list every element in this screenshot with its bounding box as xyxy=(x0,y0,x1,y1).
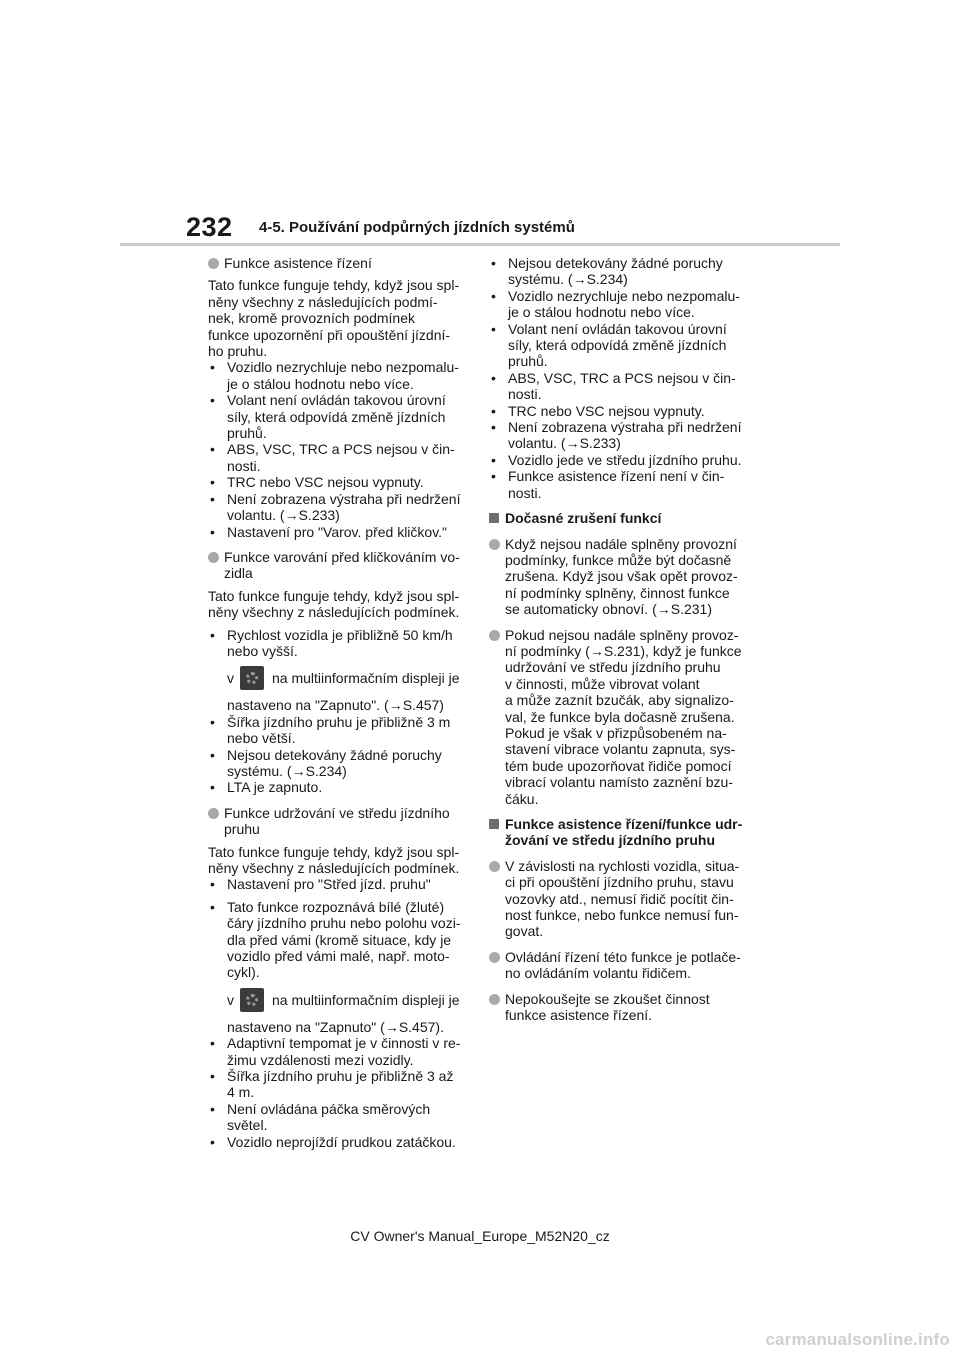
list-item-continuation: nastaveno na "Zapnuto". (→S.457) xyxy=(227,697,444,714)
list-item: • Nejsou detekovány žádné poruchy systému. (→S.234) xyxy=(208,747,470,780)
display-reference xyxy=(208,662,470,694)
note-text: V závislosti na rychlosti vozidla, situa- ci při opouštění jízdního pruhu, stavu vozovky atd., nemusí řidič pocítit čin- nost funkce, nebo funkce nemusí fun- govat. xyxy=(505,857,740,940)
heading-text: Funkce varování před kličkováním vo- zidla xyxy=(224,548,460,582)
list-item: • Není ovládána páčka směrových světel. xyxy=(208,1101,470,1134)
page-number: 232 xyxy=(186,212,233,242)
list-item: • Vozidlo nezrychluje nebo nezpomalu- je o stálou hodnotu nebo více. xyxy=(489,288,751,321)
list-item: • TRC nebo VSC nejsou vypnuty. xyxy=(489,403,751,419)
note-text: Pokud nejsou nadále splněny provoz- ní podmínky (→S.231), když je funkce udržování ve středu jízdního pruhu v činnosti, může vibrovat volant a může zaznít bzučák, aby signalizo- val, že funkce byla dočasně zrušena. Pokud je však v přizpůsobeném na- stavení vibrace volantu zapnuta, sys- tém bude upozorňovat řidiče pomocí vibrací volantu namísto zaznění bzu- čáku. xyxy=(505,626,742,807)
footer-manual-id: CV Owner's Manual_Europe_M52N20_cz xyxy=(350,1228,610,1244)
display-suffix: na multiinformačním displeji je xyxy=(272,670,460,687)
bullet-square-icon xyxy=(489,513,499,523)
note-text: Nepokoušejte se zkoušet činnost funkce asistence řízení. xyxy=(505,990,710,1024)
list-item: • Nejsou detekovány žádné poruchy systému. (→S.234) xyxy=(489,255,751,288)
list-item: • Adaptivní tempomat je v činnosti v re- žimu vzdálenosti mezi vozidly. xyxy=(208,1035,470,1068)
left-column xyxy=(208,255,470,1150)
paragraph: Tato funkce funguje tehdy, když jsou spl- něny všechny z následujících podmí- nek, kromě provozních podmínek funkce upozornění při opouštění jízdní- ho pruhu. xyxy=(208,277,460,360)
list-item: • ABS, VSC, TRC a PCS nejsou v čin- nosti. xyxy=(489,370,751,403)
list-item: • TRC nebo VSC nejsou vypnuty. xyxy=(208,474,470,490)
subsection-title: Funkce asistence řízení/funkce udr- žování ve středu jízdního pruhu xyxy=(505,816,743,849)
paragraph: Tato funkce funguje tehdy, když jsou spl- něny všechny z následujících podmínek. xyxy=(208,587,460,621)
display-reference xyxy=(208,984,470,1016)
heading-text: Funkce udržování ve středu jízdního pruhu xyxy=(224,804,450,838)
display-suffix: na multiinformačním displeji je xyxy=(272,991,460,1008)
list-item: • Volant není ovládán takovou úrovní síly, která odpovídá změně jízdních pruhů. xyxy=(208,392,470,441)
heading-steering-assist xyxy=(208,255,470,271)
list-item: • Nastavení pro "Varov. před kličkov." xyxy=(208,524,470,540)
settings-gear-icon xyxy=(240,988,264,1012)
right-column xyxy=(489,255,751,1023)
bullet-circle-icon xyxy=(208,808,219,819)
bullet-circle-icon xyxy=(208,258,219,269)
note-text: Ovládání řízení této funkce je potlače- no ovládáním volantu řidičem. xyxy=(505,948,741,982)
note xyxy=(489,991,751,1024)
note xyxy=(489,627,751,807)
bullet-square-icon xyxy=(489,819,499,829)
display-prefix: v xyxy=(227,670,234,687)
note xyxy=(489,858,751,940)
note-text: Když nejsou nadále splněny provozní podmínky, funkce může být dočasně zrušena. Když jsou však opět provoz- ní podmínky splněny, činnost funkce se automaticky obnoví. (→S.231) xyxy=(505,535,738,618)
watermark: carmanualsonline.info xyxy=(765,1330,950,1349)
list-item: • Tato funkce rozpoznává bílé (žluté) čáry jízdního pruhu nebo polohu vozi- dla před vámi (kromě situace, kdy je vozidlo před vámi malé, např. moto- cykl). xyxy=(208,899,470,981)
bullet-circle-icon xyxy=(489,630,500,641)
header-divider xyxy=(120,243,840,246)
subsection-title: Dočasné zrušení funkcí xyxy=(505,510,662,527)
list-item: • LTA je zapnuto. xyxy=(208,779,470,795)
section-title: 4-5. Používání podpůrných jízdních systémů xyxy=(259,219,575,236)
paragraph: Tato funkce funguje tehdy, když jsou spl- něny všechny z následujících podmínek. xyxy=(208,843,460,876)
list-item: • Rychlost vozidla je přibližně 50 km/h nebo vyšší. xyxy=(208,627,470,660)
bullet-circle-icon xyxy=(489,539,500,550)
list-item: • Funkce asistence řízení není v čin- nosti. xyxy=(489,468,751,501)
list-item: • Šířka jízdního pruhu je přibližně 3 m nebo větší. xyxy=(208,714,470,747)
list-item: • Vozidlo nezrychluje nebo nezpomalu- je o stálou hodnotu nebo více. xyxy=(208,359,470,392)
heading-sway-warning xyxy=(208,549,470,582)
bullet-circle-icon xyxy=(489,952,500,963)
list-item: • Vozidlo neprojíždí prudkou zatáčkou. xyxy=(208,1134,470,1150)
bullet-circle-icon xyxy=(489,994,500,1005)
list-item: • ABS, VSC, TRC a PCS nejsou v čin- nosti. xyxy=(208,441,470,474)
note xyxy=(489,949,751,982)
heading-text: Funkce asistence řízení xyxy=(224,255,372,271)
heading-lane-centering xyxy=(208,805,470,838)
settings-gear-icon xyxy=(240,666,264,690)
list-item: • Volant není ovládán takovou úrovní síly, která odpovídá změně jízdních pruhů. xyxy=(489,321,751,370)
list-item: • Není zobrazena výstraha při nedržení volantu. (→S.233) xyxy=(489,419,751,452)
list-item: • Vozidlo jede ve středu jízdního pruhu. xyxy=(489,452,751,468)
list-item: • Není zobrazena výstraha při nedržení volantu. (→S.233) xyxy=(208,491,470,524)
list-item: • Nastavení pro "Střed jízd. pruhu" xyxy=(208,876,470,892)
note xyxy=(489,536,751,618)
display-prefix: v xyxy=(227,991,234,1008)
bullet-circle-icon xyxy=(489,861,500,872)
subsection-temporary-cancel xyxy=(489,510,751,526)
bullet-circle-icon xyxy=(208,552,219,563)
subsection-steering-assist xyxy=(489,816,751,849)
list-item-continuation: nastaveno na "Zapnuto" (→S.457). xyxy=(227,1018,444,1035)
list-item: • Šířka jízdního pruhu je přibližně 3 až 4 m. xyxy=(208,1068,470,1101)
